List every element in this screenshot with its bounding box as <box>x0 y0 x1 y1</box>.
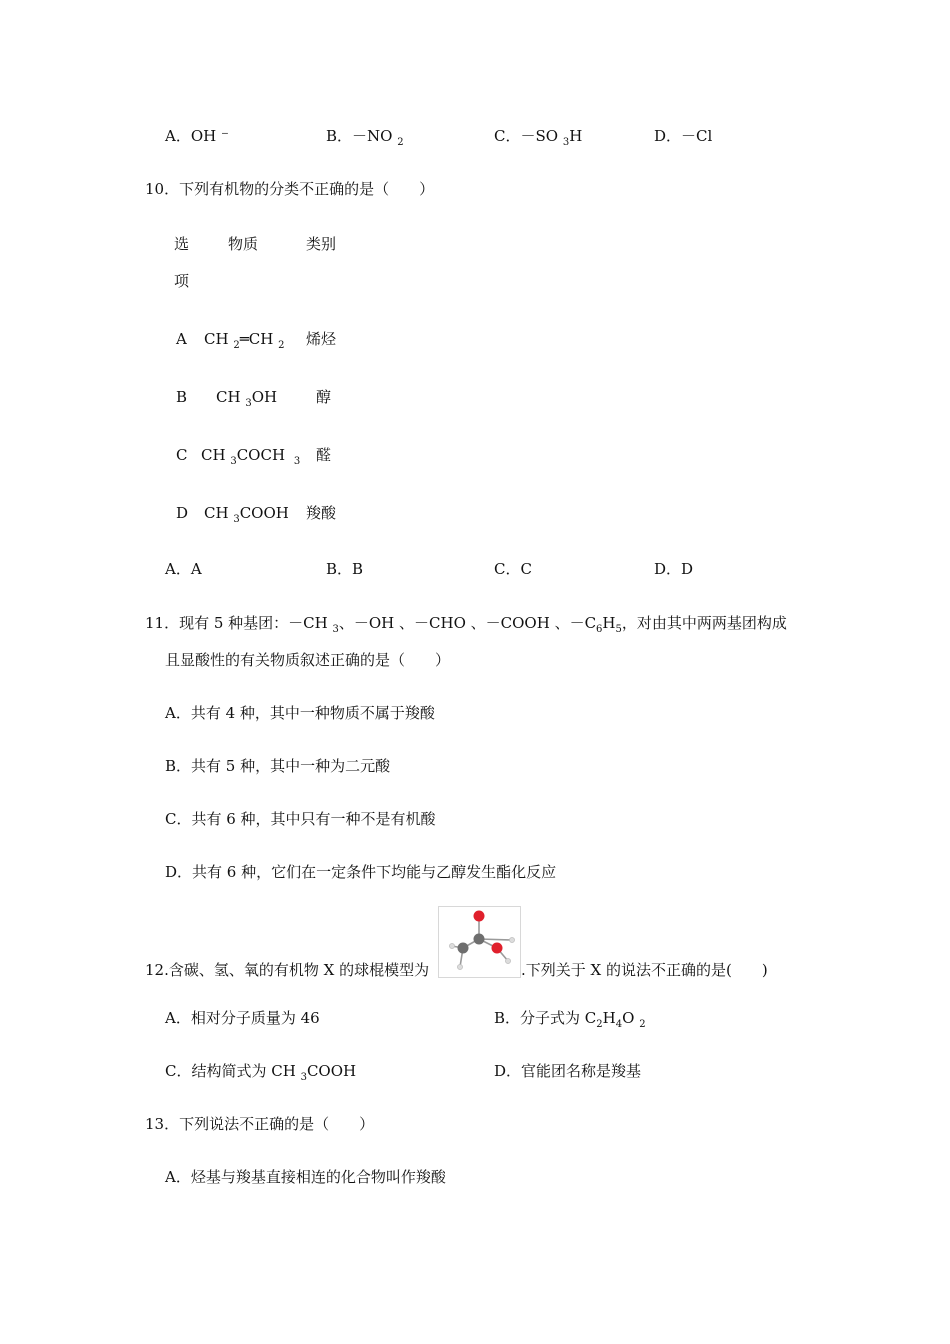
oxygen-atom-icon <box>492 943 503 954</box>
q10-header-option: 选 <box>174 235 190 253</box>
q10-row-category: 羧酸 <box>306 504 337 522</box>
q11-option-c: C．共有 6 种，其中只有一种不是有机酸 <box>165 810 436 828</box>
q10-choice-b: B．B <box>326 560 364 578</box>
q10-row-category: 醛 <box>316 446 332 464</box>
q10-row-formula: CH $_3$OH <box>216 388 278 409</box>
oxygen-atom-icon <box>474 911 485 922</box>
q10-row-label: A <box>176 330 187 348</box>
hydrogen-atom-icon <box>457 964 462 969</box>
q11-option-a: A．共有 4 种，其中一种物质不属于羧酸 <box>165 704 435 722</box>
q10-row-label: D <box>176 504 189 522</box>
q12-option-a: A．相对分子质量为 46 <box>165 1009 320 1027</box>
q10-row-category: 醇 <box>316 388 332 406</box>
hydrogen-atom-icon <box>509 937 514 942</box>
q10-choice-d: D．D <box>654 560 694 578</box>
q10-row-formula: CH $_3$COOH <box>204 504 289 525</box>
carbon-atom-icon <box>458 943 469 954</box>
q10-header-category: 类别 <box>306 235 337 253</box>
molecule-graphic <box>439 907 520 977</box>
q10-header-option-line2: 项 <box>174 272 190 290</box>
ball-and-stick-model-icon <box>438 906 521 978</box>
q10-row-label: B <box>176 388 188 406</box>
hydrogen-atom-icon <box>505 958 510 963</box>
q10-row-formula: CH $_3$COCH $_3$ <box>201 446 301 467</box>
q10-choice-a: A．A <box>165 560 202 578</box>
q10-row-formula: CH $_2$═CH $_2$ <box>204 330 285 351</box>
hydrogen-atom-icon <box>449 943 454 948</box>
q12-option-c: C．结构简式为 CH $_3$COOH <box>165 1062 357 1083</box>
q12-option-b: B．分子式为 $C_2H_4O$ $_2$ <box>494 1009 646 1030</box>
q13-option-a: A．烃基与羧基直接相连的化合物叫作羧酸 <box>165 1168 446 1186</box>
q13-stem: 13．下列说法不正确的是（ ） <box>145 1115 375 1133</box>
q10-stem: 10．下列有机物的分类不正确的是（ ） <box>145 180 435 198</box>
carbon-atom-icon <box>474 934 485 945</box>
q10-header-substance: 物质 <box>228 235 259 253</box>
q11-stem-line2: 且显酸性的有关物质叙述正确的是（ ） <box>165 651 451 669</box>
q11-option-d: D．共有 6 种，它们在一定条件下均能与乙醇发生酯化反应 <box>165 863 557 881</box>
q10-row-category: 烯烃 <box>306 330 337 348</box>
q10-choice-c: C．C <box>494 560 532 578</box>
q9-option-d: D．－Cl <box>654 127 713 145</box>
q11-stem: 11．现有 5 种基团：－CH $_3$、－OH 、－CHO 、－COOH 、$-C_6H_5$，对由其中两两基团构成 <box>145 614 787 635</box>
q9-option-a: A．OH ⁻ <box>165 127 229 145</box>
q10-row-label: C <box>176 446 188 464</box>
q11-option-b: B．共有 5 种，其中一种为二元酸 <box>165 757 391 775</box>
q12-stem-end: .下列关于 X 的说法不正确的是( ) <box>521 961 768 979</box>
q9-option-c: C．－SO $_3$H <box>494 127 583 148</box>
q9-option-b: B．－NO $_2$ <box>326 127 404 148</box>
q12-stem-start: 12.含碳、氢、氧的有机物 X 的球棍模型为 <box>145 961 430 979</box>
q12-option-d: D．官能团名称是羧基 <box>494 1062 642 1080</box>
